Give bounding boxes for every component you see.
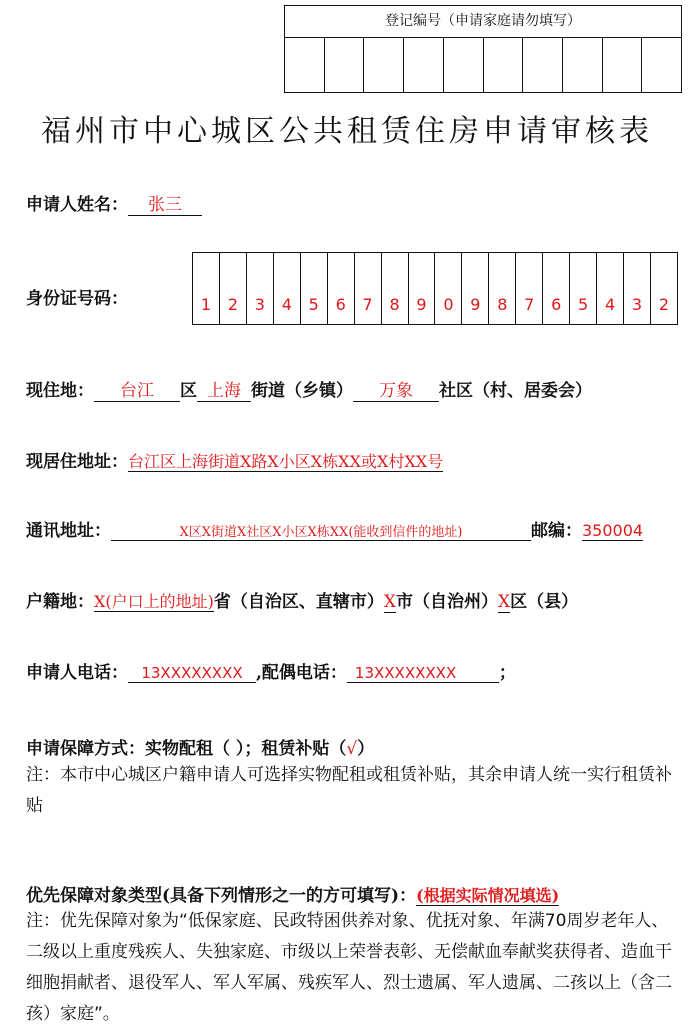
id-digit-cell: 2 — [220, 253, 247, 324]
mailing-address-row — [26, 516, 643, 541]
reg-cell — [484, 38, 524, 92]
reg-cell — [523, 38, 563, 92]
rental-subsidy-check-icon: √ — [346, 739, 358, 759]
id-digit-cell: 7 — [516, 253, 543, 324]
id-number-label: 身份证号码： — [26, 289, 128, 309]
household-label: 户籍地： — [26, 592, 94, 612]
registration-number-label: 登记编号（申请家庭请勿填写） — [285, 6, 681, 38]
id-digit-cell: 3 — [624, 253, 651, 324]
applicant-name-row — [26, 190, 202, 216]
residence-address-label: 现居住地址： — [26, 452, 128, 472]
reg-cell — [364, 38, 404, 92]
guarantee-label: 申请保障方式：实物配租（ ）；租赁补贴（ — [26, 739, 347, 759]
spouse-phone-label: ,配偶电话： — [256, 663, 347, 683]
page-title: 福州市中心城区公共租赁住房申请审核表 — [41, 114, 653, 149]
id-digit-cell: 4 — [274, 253, 301, 324]
id-digit-cell: 3 — [247, 253, 274, 324]
priority-hint: (根据实际情况填选) — [416, 886, 560, 905]
id-digit-cell: 6 — [543, 253, 570, 324]
registration-number-cells — [285, 38, 681, 92]
province-suffix: 省（自治区、直辖市） — [213, 592, 384, 612]
id-digit-cell: 9 — [462, 253, 489, 324]
household-province-value: X(户口上的地址) — [94, 592, 214, 611]
mailing-address-value: X区X街道X社区X小区X栋XX(能收到信件的地址) — [111, 526, 531, 541]
household-district-suffix: 区（县） — [510, 592, 579, 612]
current-location-row — [26, 376, 592, 402]
mailing-address-label: 通讯地址： — [26, 521, 111, 541]
city-suffix: 市（自治州） — [396, 592, 498, 612]
zip-label: 邮编： — [531, 521, 582, 541]
id-digit-cell: 4 — [597, 253, 624, 324]
reg-cell — [603, 38, 643, 92]
id-digit-cell: 8 — [382, 253, 409, 324]
applicant-name-label: 申请人姓名： — [26, 195, 128, 215]
reg-cell — [404, 38, 444, 92]
household-city-value: X — [383, 592, 396, 612]
reg-cell — [325, 38, 365, 92]
guarantee-row — [26, 734, 374, 759]
registration-number-box — [284, 5, 682, 93]
applicant-name-value: 张三 — [128, 197, 202, 216]
reg-cell — [285, 38, 325, 92]
priority-note: 注：优先保障对象为“低保家庭、民政特困供养对象、优抚对象、年满70周岁老年人、二级以上重度残疾人、失独家庭、市级以上荣誉表彰、无偿献血奉献奖获得者、造血干细胞捐献者、退役军人、军人军属、残疾军人、烈士遗属、军人遗属、二孩以上（含二孩）家庭”。 — [26, 911, 672, 1024]
id-digit-cell: 8 — [489, 253, 516, 324]
id-digit-cell: 1 — [193, 253, 220, 324]
id-digit-cell: 5 — [301, 253, 328, 324]
applicant-phone-value: 13XXXXXXXX — [128, 666, 256, 683]
reg-cell — [444, 38, 484, 92]
guarantee-note: 注：本市中心城区户籍申请人可选择实物配租或租赁补贴，其余申请人统一实行租赁补贴 — [26, 765, 672, 816]
applicant-phone-label: 申请人电话： — [26, 663, 128, 683]
zip-value: 350004 — [582, 521, 644, 540]
spouse-phone-value: 13XXXXXXXX — [347, 666, 499, 683]
household-district-value: X — [498, 592, 511, 612]
phones-end: ； — [498, 663, 516, 683]
reg-cell — [642, 38, 681, 92]
district-suffix: 区 — [180, 381, 197, 401]
id-number-grid — [192, 252, 678, 325]
current-district-value: 台江 — [94, 383, 180, 402]
community-suffix: 社区（村、居委会） — [439, 381, 592, 401]
reg-cell — [563, 38, 603, 92]
id-digit-cell: 0 — [435, 253, 462, 324]
current-location-label: 现住地： — [26, 381, 94, 401]
residence-address-row — [26, 447, 443, 472]
current-community-value: 万象 — [353, 383, 439, 402]
residence-address-value: 台江区上海街道X路X小区X栋XX或X村XX号 — [128, 452, 444, 471]
id-digit-cell: 6 — [328, 253, 355, 324]
current-street-value: 上海 — [197, 383, 251, 402]
id-digit-cell: 5 — [570, 253, 597, 324]
priority-row — [26, 881, 559, 906]
id-digit-cell: 9 — [409, 253, 436, 324]
id-digit-cell: 7 — [355, 253, 382, 324]
street-suffix: 街道（乡镇） — [251, 381, 353, 401]
household-row — [26, 587, 578, 613]
id-digit-cell: 2 — [658, 295, 669, 314]
phones-row — [26, 658, 516, 683]
guarantee-end: ） — [357, 739, 375, 759]
priority-label: 优先保障对象类型(具备下列情形之一的方可填写)： — [26, 886, 417, 906]
